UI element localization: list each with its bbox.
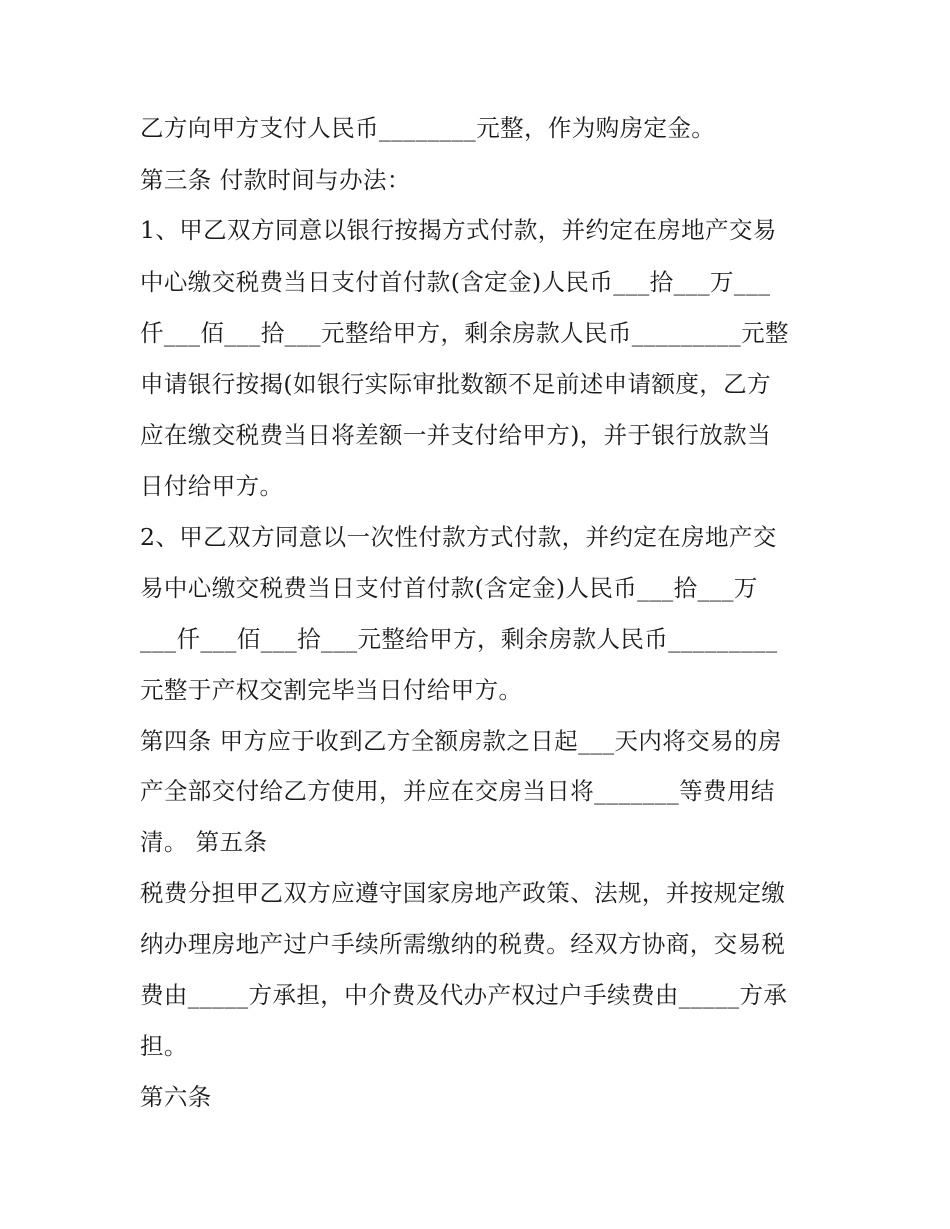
- text-line: 费由_____方承担，中介费及代办产权过户手续费由_____方承: [140, 981, 788, 1009]
- text-line: ___仟___佰___拾___元整给甲方，剩余房款人民币_________: [140, 625, 778, 653]
- text-line: 税费分担甲乙双方应遵守国家房地产政策、法规，并按规定缴: [140, 879, 786, 907]
- text-line: 应在缴交税费当日将差额一并支付给甲方)，并于银行放款当: [140, 421, 771, 449]
- text-line: 申请银行按揭(如银行实际审批数额不足前述申请额度，乙方: [140, 370, 771, 398]
- article-heading: 第六条: [140, 1083, 212, 1111]
- article-heading: 第四条 甲方应于收到乙方全额房款之日起___天内将交易的房: [140, 727, 782, 755]
- text-line: 乙方向甲方支付人民币________元整，作为购房定金。: [140, 114, 716, 142]
- text-line: 1、甲乙双方同意以银行按揭方式付款，并约定在房地产交易: [140, 216, 777, 244]
- text-line: 仟___佰___拾___元整给甲方，剩余房款人民币_________元整: [140, 319, 789, 347]
- text-line: 中心缴交税费当日支付首付款(含定金)人民币___拾___万___: [140, 268, 771, 296]
- article-heading: 清。 第五条: [140, 828, 268, 856]
- text-line: 元整于产权交割完毕当日付给甲方。: [140, 676, 523, 704]
- text-line: 日付给甲方。: [140, 472, 284, 500]
- text-line: 纳办理房地产过户手续所需缴纳的税费。经双方协商，交易税: [140, 930, 786, 958]
- text-line: 2、甲乙双方同意以一次性付款方式付款，并约定在房地产交: [140, 523, 777, 551]
- article-heading: 第三条 付款时间与办法：: [140, 166, 411, 194]
- text-line: 担。: [140, 1032, 188, 1060]
- text-line: 产全部交付给乙方使用，并应在交房当日将_______等费用结: [140, 777, 775, 805]
- text-line: 易中心缴交税费当日支付首付款(含定金)人民币___拾___万: [140, 574, 758, 602]
